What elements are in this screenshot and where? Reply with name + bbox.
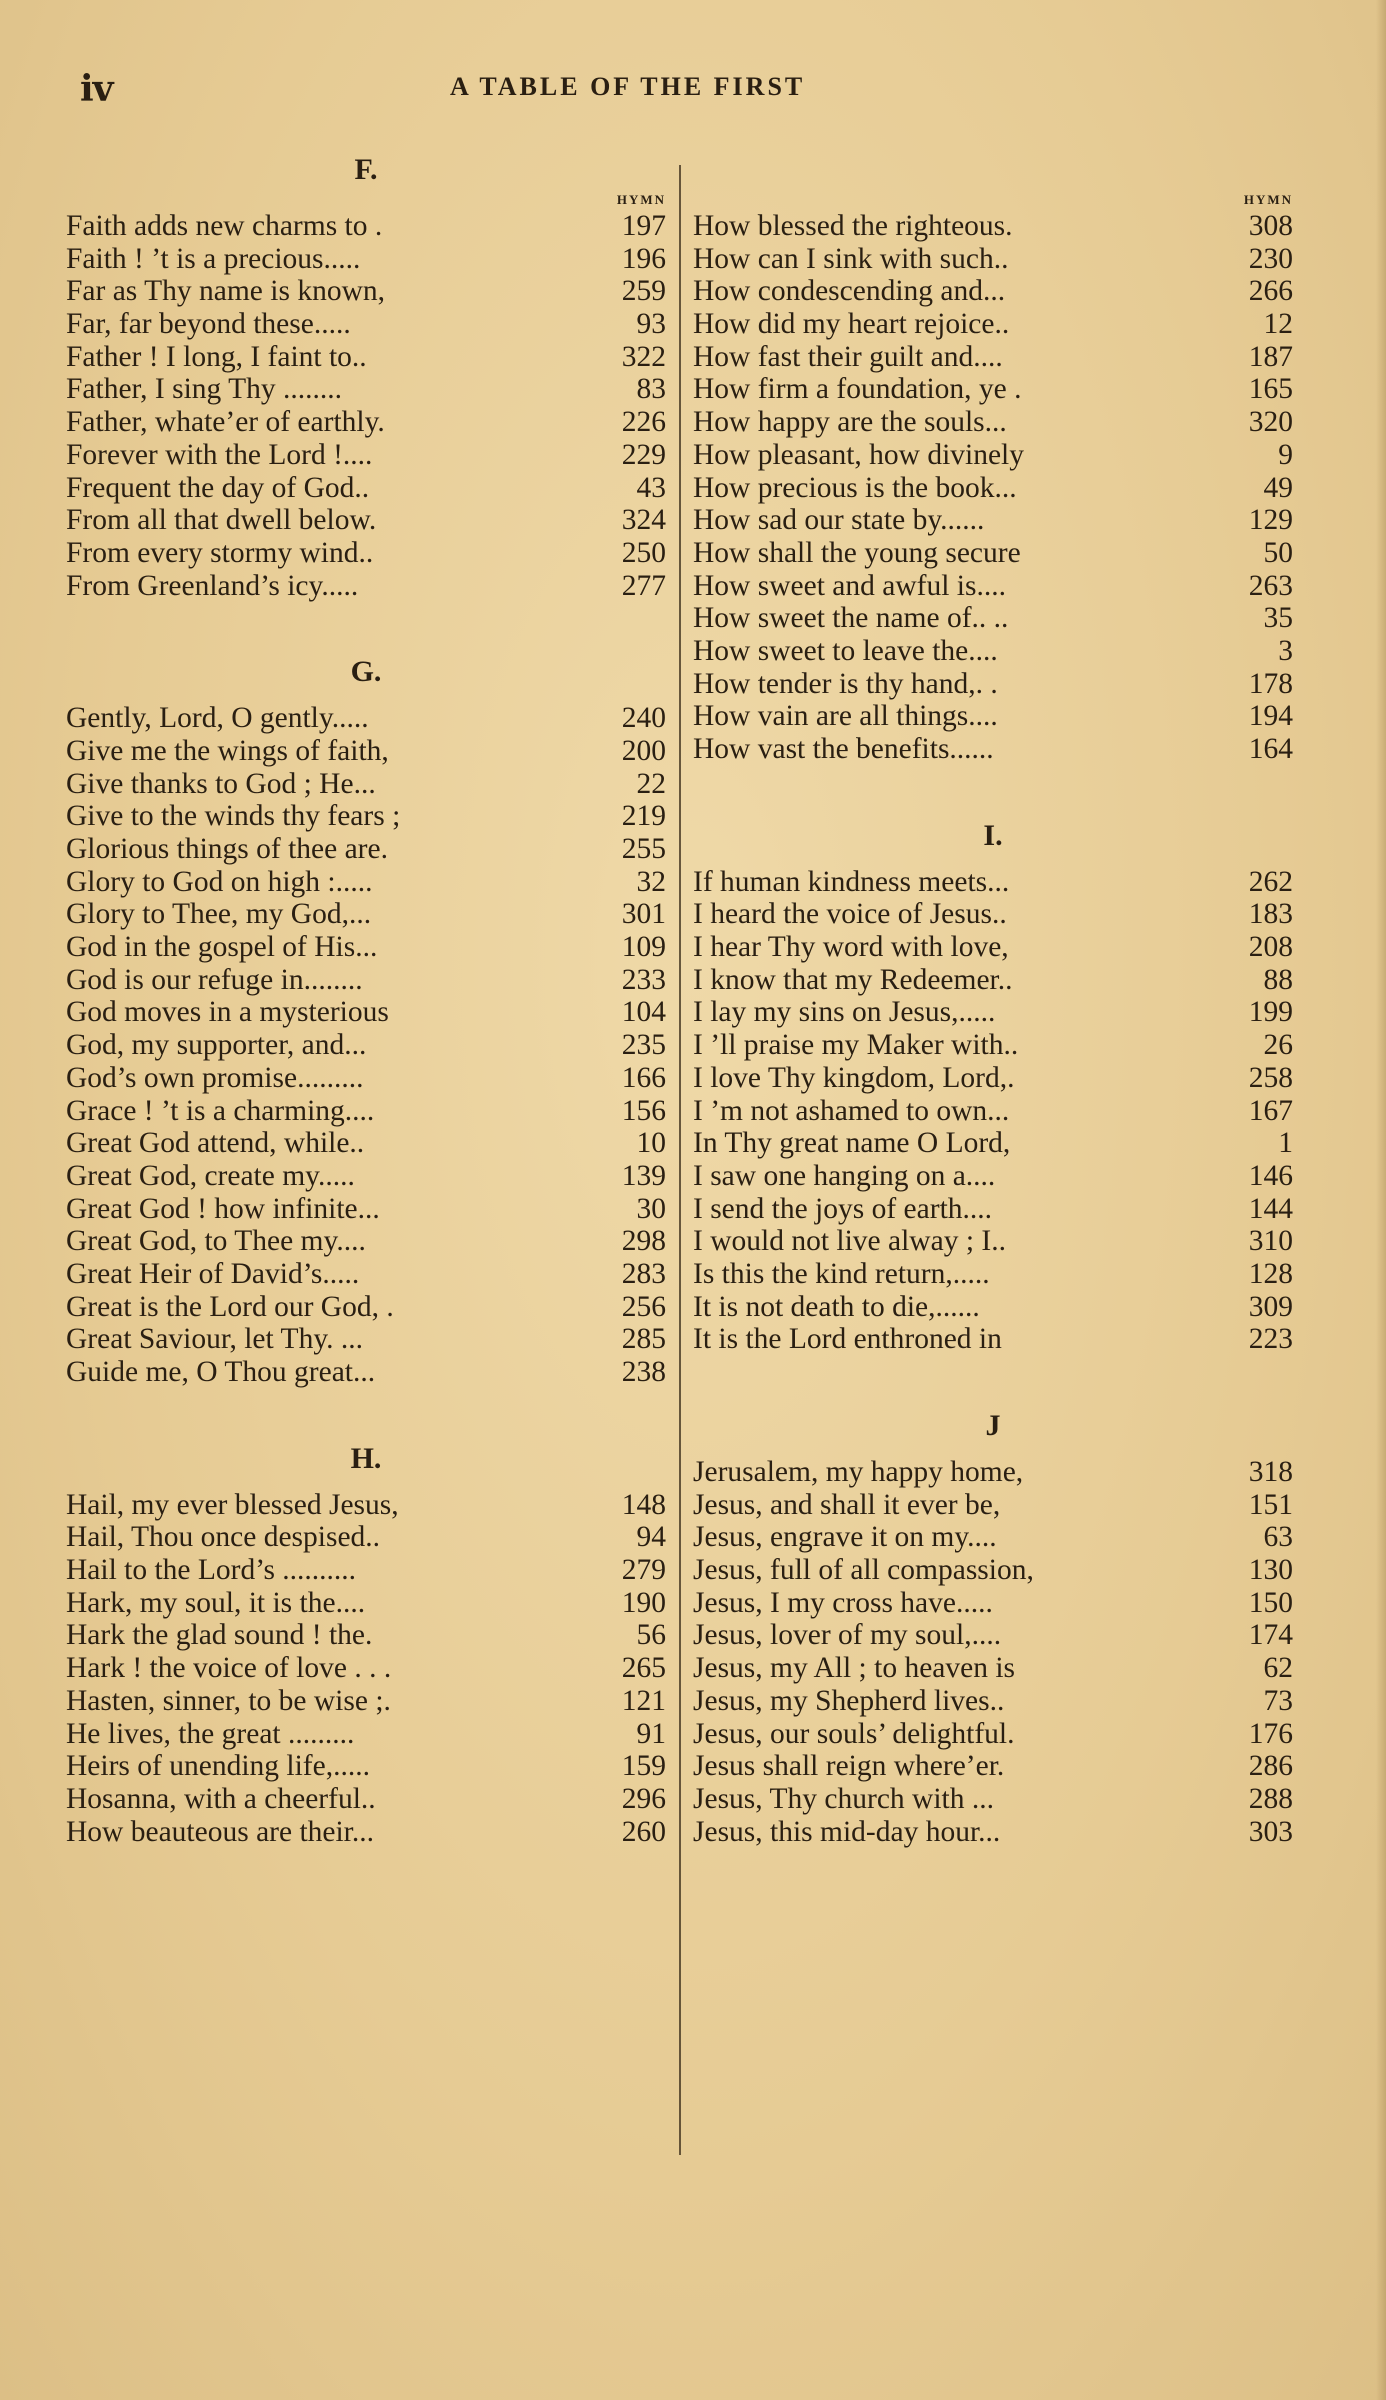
hymn-number: 208 bbox=[1248, 931, 1293, 964]
index-entry bbox=[66, 341, 666, 374]
hymn-number: 83 bbox=[636, 373, 666, 406]
column-divider bbox=[679, 165, 681, 2155]
hymn-number: 263 bbox=[1248, 569, 1293, 602]
index-entry bbox=[66, 439, 666, 472]
hymn-number: 259 bbox=[621, 275, 666, 308]
hymn-first-line: How sweet and awful is.... bbox=[693, 569, 1006, 602]
hymn-number: 266 bbox=[1248, 275, 1293, 308]
hymn-first-line: Hail, Thou once despised.. bbox=[66, 1521, 381, 1554]
hymn-first-line: From Greenland’s icy..... bbox=[66, 569, 359, 602]
hymn-first-line: In Thy great name O Lord, bbox=[693, 1127, 1011, 1160]
index-entry bbox=[693, 210, 1293, 243]
section-spacer bbox=[693, 1356, 1293, 1406]
hymn-first-line: How vast the benefits...... bbox=[693, 733, 994, 765]
hymn-first-line: Give me the wings of faith, bbox=[66, 734, 389, 767]
hymn-number: 229 bbox=[621, 438, 666, 471]
hymn-number: 200 bbox=[621, 734, 666, 767]
index-entry bbox=[693, 1456, 1293, 1489]
hymn-number: 109 bbox=[621, 931, 666, 964]
hymn-first-line: How can I sink with such.. bbox=[693, 242, 1009, 275]
hymn-column-label: HYMN bbox=[616, 192, 666, 207]
hymn-first-line: God moves in a mysterious bbox=[66, 996, 389, 1029]
index-entry bbox=[66, 1619, 666, 1652]
index-entry bbox=[693, 1750, 1293, 1783]
hymn-first-line: Glory to God on high :..... bbox=[66, 865, 373, 898]
hymn-first-line: Great God ! how infinite... bbox=[66, 1192, 380, 1225]
hymn-first-line: I ’m not ashamed to own... bbox=[693, 1094, 1010, 1127]
index-entry bbox=[693, 1193, 1293, 1226]
index-entry bbox=[66, 702, 666, 735]
index-entry bbox=[66, 537, 666, 570]
hymn-number: 255 bbox=[621, 833, 666, 865]
hymn-first-line: I would not live alway ; I.. bbox=[693, 1225, 1006, 1258]
hymn-column-label: HYMN bbox=[1243, 192, 1293, 207]
index-entry bbox=[66, 800, 666, 833]
section-letter: J bbox=[985, 1409, 1001, 1442]
index-entry bbox=[66, 931, 666, 964]
hymn-number: 178 bbox=[1248, 667, 1293, 700]
index-entry bbox=[66, 1652, 666, 1685]
hymn-number: 283 bbox=[621, 1257, 666, 1290]
hymn-number: 230 bbox=[1248, 242, 1293, 275]
hymn-first-line: Great Heir of David’s..... bbox=[66, 1257, 360, 1290]
index-entry bbox=[693, 1816, 1293, 1849]
hymn-number: 240 bbox=[621, 702, 666, 735]
index-entry bbox=[693, 308, 1293, 341]
section-spacer bbox=[66, 692, 666, 702]
index-entry bbox=[66, 1489, 666, 1522]
hymn-first-line: Hark the glad sound ! the. bbox=[66, 1619, 373, 1652]
hymn-first-line: Jesus, I my cross have..... bbox=[693, 1586, 993, 1619]
hymn-number: 146 bbox=[1248, 1159, 1293, 1192]
hymn-number: 10 bbox=[636, 1127, 666, 1160]
hymn-number: 174 bbox=[1248, 1619, 1293, 1652]
index-entry bbox=[66, 406, 666, 439]
hymn-number: 121 bbox=[621, 1684, 666, 1717]
index-entry bbox=[66, 866, 666, 899]
hymn-number: 164 bbox=[1248, 733, 1293, 765]
index-entry bbox=[66, 1323, 666, 1356]
hymn-number: 235 bbox=[621, 1029, 666, 1062]
index-entry bbox=[693, 733, 1293, 766]
hymn-number: 43 bbox=[636, 471, 666, 504]
section-letter: F. bbox=[354, 153, 378, 186]
hymn-first-line: How shall the young secure bbox=[693, 536, 1021, 569]
index-entry bbox=[66, 1685, 666, 1718]
hymn-first-line: How precious is the book... bbox=[693, 471, 1017, 504]
hymn-number: 104 bbox=[621, 996, 666, 1029]
hymn-first-line: How sad our state by...... bbox=[693, 504, 985, 537]
hymn-number: 49 bbox=[1263, 471, 1293, 504]
page-edge bbox=[1376, 0, 1386, 2400]
index-entry bbox=[693, 1323, 1293, 1356]
hymn-number: 219 bbox=[621, 800, 666, 833]
hymn-number: 308 bbox=[1248, 210, 1293, 242]
index-entry bbox=[693, 1029, 1293, 1062]
hymn-number: 26 bbox=[1263, 1029, 1293, 1062]
hymn-number: 322 bbox=[621, 340, 666, 373]
hymn-number: 298 bbox=[621, 1225, 666, 1258]
index-entry bbox=[66, 1750, 666, 1783]
hymn-number: 93 bbox=[636, 308, 666, 341]
index-entry bbox=[693, 668, 1293, 701]
index-entry bbox=[693, 373, 1293, 406]
hymn-first-line: Father, whate’er of earthly. bbox=[66, 406, 385, 439]
index-entry bbox=[693, 1160, 1293, 1193]
hymn-first-line: If human kindness meets... bbox=[693, 865, 1010, 898]
hymn-first-line: I saw one hanging on a.... bbox=[693, 1159, 996, 1192]
index-entry bbox=[66, 243, 666, 276]
hymn-number: 144 bbox=[1248, 1192, 1293, 1225]
hymn-first-line: How firm a foundation, ye . bbox=[693, 373, 1022, 406]
index-entry bbox=[66, 472, 666, 505]
hymn-first-line: Forever with the Lord !.... bbox=[66, 438, 373, 471]
hymn-first-line: Hosanna, with a cheerful.. bbox=[66, 1782, 376, 1815]
index-entry bbox=[66, 1521, 666, 1554]
hymn-first-line: How vain are all things.... bbox=[693, 700, 998, 733]
hymn-first-line: God’s own promise......... bbox=[66, 1061, 364, 1094]
index-entry bbox=[66, 1062, 666, 1095]
hymn-number: 265 bbox=[621, 1652, 666, 1685]
hymn-first-line: Great God, create my..... bbox=[66, 1159, 355, 1192]
hymn-first-line: Jesus, this mid-day hour... bbox=[693, 1815, 1001, 1848]
hymn-number: 128 bbox=[1248, 1257, 1293, 1290]
running-head bbox=[0, 68, 1386, 108]
index-entry bbox=[693, 537, 1293, 570]
hymn-number: 50 bbox=[1263, 536, 1293, 569]
hymn-first-line: Gently, Lord, O gently..... bbox=[66, 702, 369, 735]
hymn-number: 183 bbox=[1248, 898, 1293, 931]
index-entry bbox=[66, 768, 666, 801]
index-entry bbox=[66, 210, 666, 243]
hymn-number: 223 bbox=[1248, 1323, 1293, 1356]
hymn-first-line: It is not death to die,...... bbox=[693, 1290, 980, 1323]
hymn-number: 130 bbox=[1248, 1554, 1293, 1587]
hymn-number: 187 bbox=[1248, 340, 1293, 373]
hymn-number: 226 bbox=[621, 406, 666, 439]
index-entry bbox=[693, 1489, 1293, 1522]
hymn-number: 233 bbox=[621, 963, 666, 996]
page-number: iv bbox=[80, 68, 113, 110]
index-entry bbox=[693, 1619, 1293, 1652]
hymn-first-line: How fast their guilt and.... bbox=[693, 340, 1003, 373]
hymn-first-line: Hark ! the voice of love . . . bbox=[66, 1652, 392, 1685]
index-entry bbox=[66, 1029, 666, 1062]
index-entry bbox=[693, 1225, 1293, 1258]
hymn-number: 9 bbox=[1278, 438, 1293, 471]
hymn-number: 12 bbox=[1263, 308, 1293, 341]
hymn-number: 296 bbox=[621, 1782, 666, 1815]
hymn-number: 196 bbox=[621, 242, 666, 275]
hymn-number: 260 bbox=[621, 1815, 666, 1848]
hymn-number: 159 bbox=[621, 1750, 666, 1783]
index-entry bbox=[693, 1587, 1293, 1620]
index-entry bbox=[693, 1095, 1293, 1128]
section-spacer bbox=[66, 602, 666, 652]
index-entry bbox=[693, 1554, 1293, 1587]
index-entry bbox=[66, 964, 666, 997]
hymn-number: 156 bbox=[621, 1094, 666, 1127]
index-entry bbox=[693, 1783, 1293, 1816]
hymn-first-line: Jesus, our souls’ delightful. bbox=[693, 1717, 1015, 1750]
index-entry bbox=[66, 308, 666, 341]
index-entry bbox=[693, 964, 1293, 997]
section-letter: I. bbox=[983, 818, 1003, 852]
hymn-number: 301 bbox=[621, 898, 666, 931]
hymn-first-line: I know that my Redeemer.. bbox=[693, 963, 1013, 996]
section-spacer bbox=[693, 150, 1293, 190]
index-entry bbox=[693, 275, 1293, 308]
hymn-first-line: Great is the Lord our God, . bbox=[66, 1290, 394, 1323]
index-entry bbox=[693, 931, 1293, 964]
hymn-first-line: I ’ll praise my Maker with.. bbox=[693, 1029, 1019, 1062]
hymn-first-line: Frequent the day of God.. bbox=[66, 471, 370, 504]
hymn-number: 62 bbox=[1263, 1652, 1293, 1685]
index-entry bbox=[693, 243, 1293, 276]
index-entry bbox=[66, 1587, 666, 1620]
hymn-number: 22 bbox=[636, 767, 666, 800]
hymn-number: 250 bbox=[621, 536, 666, 569]
hymn-number: 1 bbox=[1278, 1127, 1293, 1160]
hymn-first-line: God in the gospel of His... bbox=[66, 931, 378, 964]
index-entry bbox=[693, 602, 1293, 635]
hymn-first-line: Great God attend, while.. bbox=[66, 1127, 365, 1160]
hymn-number: 165 bbox=[1248, 373, 1293, 406]
hymn-number: 63 bbox=[1263, 1521, 1293, 1554]
hymn-number: 139 bbox=[621, 1159, 666, 1192]
hymn-first-line: I heard the voice of Jesus.. bbox=[693, 898, 1007, 931]
hymn-first-line: How blessed the righteous. bbox=[693, 210, 1013, 242]
hymn-number: 286 bbox=[1248, 1750, 1293, 1783]
index-entry bbox=[66, 570, 666, 603]
index-entry bbox=[693, 1127, 1293, 1160]
index-entry bbox=[66, 1095, 666, 1128]
hymn-first-line: How condescending and... bbox=[693, 275, 1006, 308]
index-entry bbox=[66, 1258, 666, 1291]
index-entry bbox=[66, 898, 666, 931]
index-entry bbox=[693, 504, 1293, 537]
index-entry bbox=[66, 1127, 666, 1160]
hymn-number: 32 bbox=[636, 865, 666, 898]
hymn-number: 309 bbox=[1248, 1290, 1293, 1323]
index-entry bbox=[66, 1291, 666, 1324]
index-entry bbox=[693, 341, 1293, 374]
index-entry bbox=[693, 996, 1293, 1029]
index-entry bbox=[66, 996, 666, 1029]
hymn-number: 324 bbox=[621, 504, 666, 537]
index-entry bbox=[693, 439, 1293, 472]
hymn-first-line: Jesus, my Shepherd lives.. bbox=[693, 1684, 1005, 1717]
hymn-first-line: How sweet to leave the.... bbox=[693, 634, 998, 667]
hymn-first-line: Jesus, full of all compassion, bbox=[693, 1554, 1034, 1587]
index-entry bbox=[66, 504, 666, 537]
index-entry bbox=[693, 570, 1293, 603]
hymn-first-line: Grace ! ’t is a charming.... bbox=[66, 1094, 375, 1127]
hymn-first-line: From all that dwell below. bbox=[66, 504, 377, 537]
hymn-number: 73 bbox=[1263, 1684, 1293, 1717]
hymn-first-line: Glorious things of thee are. bbox=[66, 833, 388, 865]
hymn-number: 318 bbox=[1248, 1456, 1293, 1488]
hymn-first-line: How sweet the name of.. .. bbox=[693, 602, 1009, 635]
hymn-first-line: Guide me, O Thou great... bbox=[66, 1356, 376, 1388]
hymn-number: 30 bbox=[636, 1192, 666, 1225]
hymn-first-line: I lay my sins on Jesus,..... bbox=[693, 996, 996, 1029]
hymn-number: 197 bbox=[621, 210, 666, 242]
index-entry bbox=[693, 700, 1293, 733]
index-entry bbox=[693, 1685, 1293, 1718]
hymn-first-line: Father, I sing Thy ........ bbox=[66, 373, 343, 406]
index-entry bbox=[66, 1554, 666, 1587]
hymn-number: 129 bbox=[1248, 504, 1293, 537]
hymn-number: 288 bbox=[1248, 1782, 1293, 1815]
index-entry bbox=[66, 1356, 666, 1389]
hymn-number: 194 bbox=[1248, 700, 1293, 733]
index-entry bbox=[66, 833, 666, 866]
hymn-first-line: Jesus, engrave it on my.... bbox=[693, 1521, 997, 1554]
section-spacer bbox=[66, 1479, 666, 1489]
hymn-number: 303 bbox=[1248, 1815, 1293, 1848]
index-entry bbox=[693, 1062, 1293, 1095]
hymn-first-line: Faith adds new charms to . bbox=[66, 210, 383, 242]
hymn-number: 310 bbox=[1248, 1225, 1293, 1258]
hymn-first-line: He lives, the great ......... bbox=[66, 1717, 355, 1750]
hymn-first-line: How pleasant, how divinely bbox=[693, 438, 1024, 471]
hymn-first-line: Great God, to Thee my.... bbox=[66, 1225, 366, 1258]
hymn-first-line: Give to the winds thy fears ; bbox=[66, 800, 401, 833]
hymn-number: 277 bbox=[621, 569, 666, 602]
hymn-number: 176 bbox=[1248, 1717, 1293, 1750]
hymn-first-line: Jerusalem, my happy home, bbox=[693, 1456, 1024, 1488]
hymn-first-line: God, my supporter, and... bbox=[66, 1029, 367, 1062]
hymn-first-line: Hail to the Lord’s .......... bbox=[66, 1554, 357, 1587]
running-title: A TABLE OF THE FIRST bbox=[450, 72, 806, 101]
index-entry bbox=[693, 1521, 1293, 1554]
hymn-number: 320 bbox=[1248, 406, 1293, 439]
hymn-first-line: Great Saviour, let Thy. ... bbox=[66, 1323, 364, 1356]
hymn-number: 88 bbox=[1263, 963, 1293, 996]
hymn-first-line: It is the Lord enthroned in bbox=[693, 1323, 1002, 1356]
hymn-first-line: Jesus, my All ; to heaven is bbox=[693, 1652, 1016, 1685]
hymn-number: 238 bbox=[621, 1356, 666, 1388]
hymn-first-line: How happy are the souls... bbox=[693, 406, 1007, 439]
hymn-first-line: Faith ! ’t is a precious..... bbox=[66, 242, 361, 275]
hymn-first-line: I love Thy kingdom, Lord,. bbox=[693, 1061, 1015, 1094]
hymn-first-line: Give thanks to God ; He... bbox=[66, 767, 376, 800]
hymn-number: 150 bbox=[1248, 1586, 1293, 1619]
hymn-first-line: Jesus, Thy church with ... bbox=[693, 1782, 994, 1815]
hymn-first-line: Hasten, sinner, to be wise ;. bbox=[66, 1684, 391, 1717]
index-entry bbox=[66, 1160, 666, 1193]
hymn-number: 279 bbox=[621, 1554, 666, 1587]
hymn-first-line: How tender is thy hand,. . bbox=[693, 667, 998, 700]
hymn-number: 262 bbox=[1248, 865, 1293, 898]
section-spacer bbox=[66, 1389, 666, 1439]
hymn-first-line: Far as Thy name is known, bbox=[66, 275, 385, 308]
index-entry bbox=[66, 1225, 666, 1258]
hymn-number: 256 bbox=[621, 1290, 666, 1323]
hymn-number: 91 bbox=[636, 1717, 666, 1750]
index-entry bbox=[693, 472, 1293, 505]
hymn-first-line: Far, far beyond these..... bbox=[66, 308, 351, 341]
section-spacer bbox=[693, 856, 1293, 866]
hymn-number: 35 bbox=[1263, 602, 1293, 635]
index-entry bbox=[693, 635, 1293, 668]
index-entry bbox=[693, 1258, 1293, 1291]
hymn-number: 56 bbox=[636, 1619, 666, 1652]
section-spacer bbox=[693, 766, 1293, 816]
hymn-first-line: Glory to Thee, my God,... bbox=[66, 898, 372, 931]
hymn-number: 167 bbox=[1248, 1094, 1293, 1127]
hymn-number: 148 bbox=[621, 1488, 666, 1521]
hymn-first-line: How did my heart rejoice.. bbox=[693, 308, 1010, 341]
index-entry bbox=[693, 1291, 1293, 1324]
hymn-number: 3 bbox=[1278, 634, 1293, 667]
section-letter: G. bbox=[350, 655, 382, 689]
index-entry bbox=[66, 373, 666, 406]
hymn-first-line: Jesus shall reign where’er. bbox=[693, 1750, 1005, 1783]
hymn-first-line: Hail, my ever blessed Jesus, bbox=[66, 1488, 399, 1521]
hymn-first-line: God is our refuge in........ bbox=[66, 963, 363, 996]
index-entry bbox=[693, 866, 1293, 899]
hymn-first-line: Is this the kind return,..... bbox=[693, 1257, 990, 1290]
index-entry bbox=[693, 1718, 1293, 1751]
hymn-number: 166 bbox=[621, 1061, 666, 1094]
index-entry bbox=[693, 1652, 1293, 1685]
index-entry bbox=[66, 275, 666, 308]
section-spacer bbox=[693, 1446, 1293, 1456]
hymn-number: 258 bbox=[1248, 1061, 1293, 1094]
hymn-first-line: Jesus, lover of my soul,.... bbox=[693, 1619, 1002, 1652]
hymn-number: 285 bbox=[621, 1323, 666, 1356]
hymn-first-line: Jesus, and shall it ever be, bbox=[693, 1488, 1001, 1521]
index-entry bbox=[66, 735, 666, 768]
hymn-number: 199 bbox=[1248, 996, 1293, 1029]
left-column bbox=[66, 150, 666, 1848]
index-entry bbox=[66, 1718, 666, 1751]
hymn-first-line: I hear Thy word with love, bbox=[693, 931, 1009, 964]
index-entry bbox=[66, 1816, 666, 1849]
hymn-first-line: How beauteous are their... bbox=[66, 1815, 375, 1848]
hymn-first-line: From every stormy wind.. bbox=[66, 536, 374, 569]
hymn-first-line: Heirs of unending life,..... bbox=[66, 1750, 370, 1783]
hymn-number: 94 bbox=[636, 1521, 666, 1554]
index-entry bbox=[66, 1193, 666, 1226]
hymn-number: 190 bbox=[621, 1586, 666, 1619]
index-entry bbox=[66, 1783, 666, 1816]
hymn-first-line: Hark, my soul, it is the.... bbox=[66, 1586, 366, 1619]
hymn-first-line: I send the joys of earth.... bbox=[693, 1192, 993, 1225]
section-letter: H. bbox=[350, 1441, 382, 1475]
hymn-first-line: Father ! I long, I faint to.. bbox=[66, 340, 367, 373]
hymn-number: 151 bbox=[1248, 1488, 1293, 1521]
index-entry bbox=[693, 406, 1293, 439]
right-column bbox=[693, 150, 1293, 1848]
index-entry bbox=[693, 898, 1293, 931]
